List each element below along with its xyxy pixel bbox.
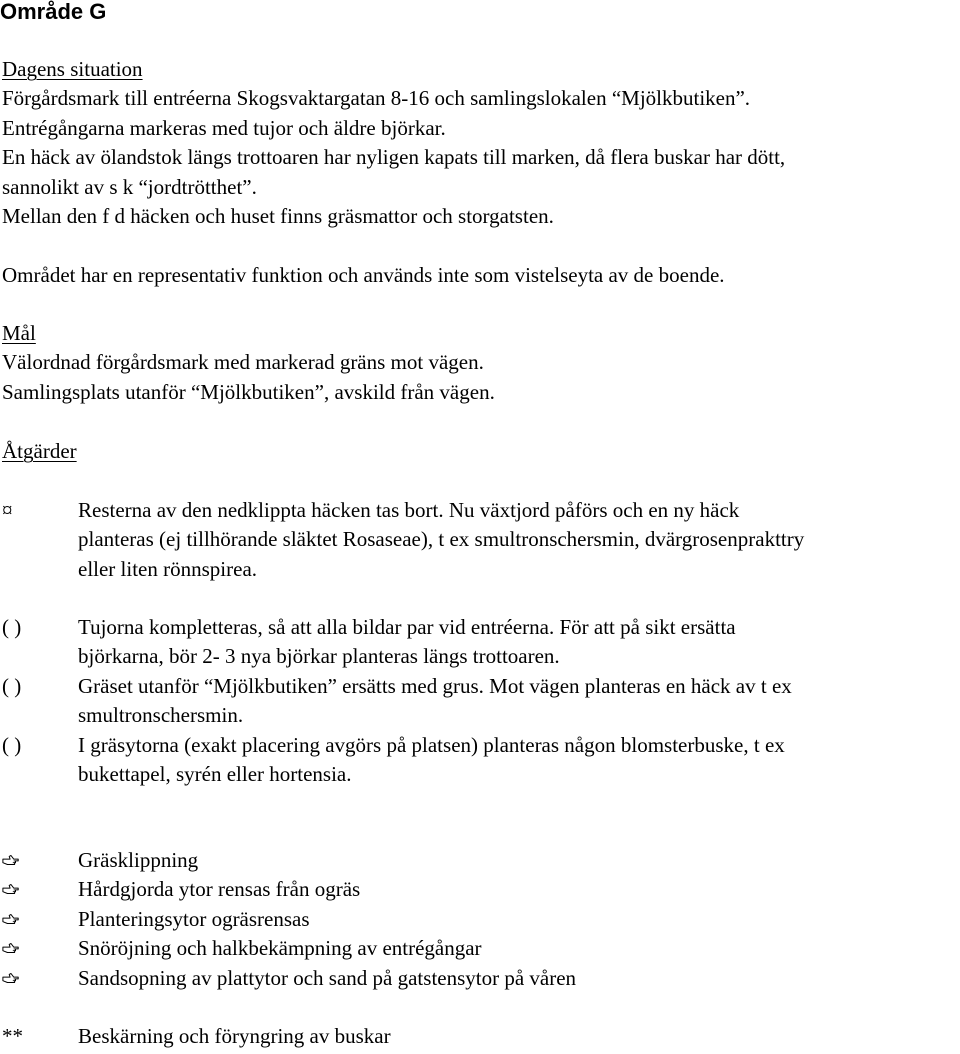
goal-line: Välordnad förgårdsmark med markerad gräns mot vägen. (2, 350, 484, 375)
goal-line: Samlingsplats utanför “Mjölkbutiken”, avskild från vägen. (2, 379, 495, 404)
maintenance-item-text: Sandsopning av plattytor och sand på gatstensytor på våren (78, 966, 577, 990)
maintenance-item-text: Hårdgjorda ytor rensas från ogräs (78, 877, 361, 901)
action-item-line: bukettapel, syrén eller hortensia. (78, 762, 352, 787)
parenthesis-marker: ( ) (2, 615, 22, 639)
current-situation-line: En häck av ölandstok längs trottoaren har nyligen kapats till marken, då flera buskar har dött, (2, 145, 786, 170)
action-item-line: I gräsytorna (exakt placering avgörs på platsen) planteras någon blomsterbuske, t ex (78, 733, 785, 757)
page-title: Område G (0, 0, 107, 24)
function-note (2, 261, 725, 290)
action-item-line: eller liten rönnspirea. (78, 556, 258, 581)
current-situation-line: Förgårdsmark till entréerna Skogsvaktargatan 8-16 och samlingslokalen “Mjölkbutiken”. (2, 86, 751, 111)
pointing-hand-icon (2, 934, 20, 963)
current-situation-line: Mellan den f d häcken och huset finns gräsmattor och storgatsten. (2, 204, 554, 229)
action-item-line: björkarna, bör 2- 3 nya björkar planteras längs trottoaren. (78, 644, 560, 669)
maintenance-item-text: Snöröjning och halkbekämpning av entrégångar (78, 936, 482, 960)
goal-section (2, 319, 495, 407)
maintenance-item-text: Planteringsytor ogräsrensas (78, 907, 310, 931)
parenthesis-marker: ( ) (2, 733, 22, 757)
action-item-line: planteras (ej tillhörande släktet Rosaseae), t ex smultronschersmin, dvärgrosenprakttry (78, 527, 805, 552)
pointing-hand-icon (2, 905, 20, 934)
function-note-text: Området har en representativ funktion och används inte som vistelseyta av de boende. (2, 263, 725, 287)
maintenance-item-text: Gräsklippning (78, 848, 199, 872)
action-item-line: Tujorna kompletteras, så att alla bildar par vid entréerna. För att på sikt ersätta (78, 615, 736, 639)
action-item-line: Gräset utanför “Mjölkbutiken” ersätts med grus. Mot vägen planteras en häck av t ex (78, 674, 792, 698)
pruning-item-text: Beskärning och föryngring av buskar (78, 1024, 391, 1048)
actions-heading: Åtgärder (2, 439, 77, 463)
current-situation-line: sannolikt av s k “jordtrötthet”. (2, 174, 257, 199)
action-item-line: Resterna av den nedklippta häcken tas bort. Nu växtjord påförs och en ny häck (78, 498, 740, 522)
current-situation-line: Entrégångarna markeras med tujor och äldre björkar. (2, 115, 446, 140)
goal-heading: Mål (2, 321, 36, 345)
pointing-hand-icon (2, 846, 20, 875)
parenthesis-marker: ( ) (2, 674, 22, 698)
pointing-hand-icon (2, 875, 20, 904)
current-situation-section (2, 55, 785, 231)
actions-heading-block (2, 437, 77, 466)
pointing-hand-icon (2, 964, 20, 993)
current-situation-heading: Dagens situation (2, 57, 143, 81)
action-item-line: smultronschersmin. (78, 703, 244, 728)
currency-sign-marker: ¤ (2, 498, 13, 522)
double-asterisk-marker: ** (2, 1024, 23, 1048)
